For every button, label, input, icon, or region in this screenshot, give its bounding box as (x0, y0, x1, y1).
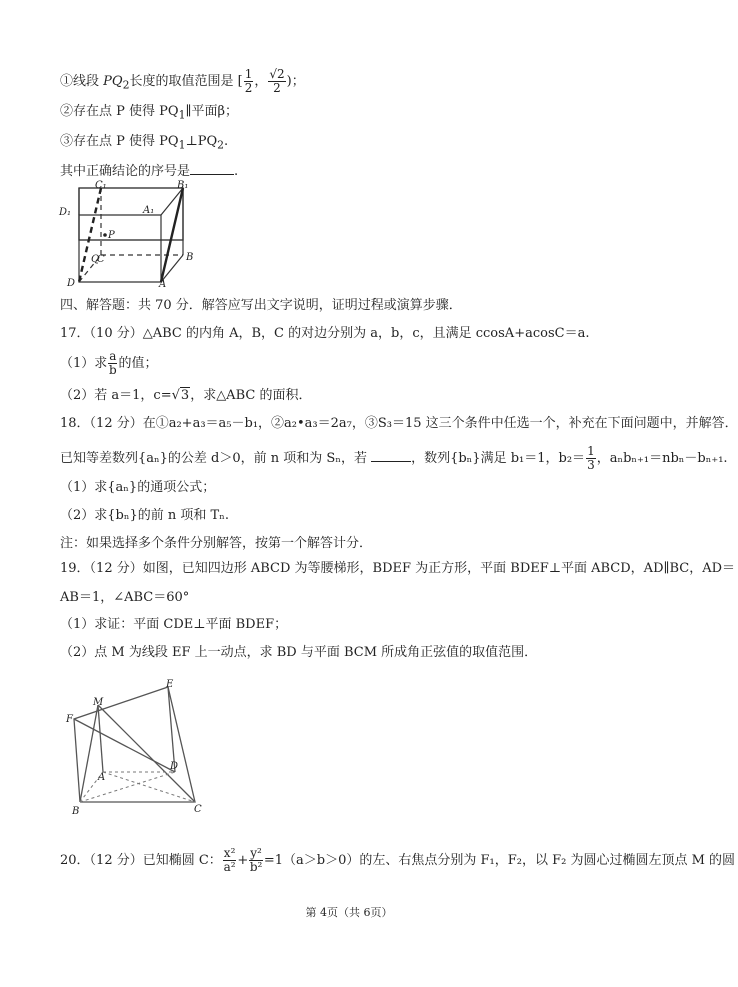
q19-stem-2: AB＝1，∠ABC＝60° (60, 590, 190, 605)
answer-blank (190, 161, 234, 175)
label-d: D (67, 278, 76, 289)
label-a: A (159, 279, 167, 290)
diagonal-c1d (79, 188, 101, 282)
label-m: M (93, 697, 104, 708)
option-3: ③存在点 P 使得 $PQ_1\perp PQ_2$. (60, 134, 229, 152)
label-q: Q (91, 254, 100, 265)
label-a1: A₁ (143, 205, 155, 216)
label-p: P (108, 230, 115, 241)
q17-stem: 17．（10 分）△ABC 的内角 A，B，C 的对边分别为 a，b，c，且满足 ccosA+acosC＝a. (60, 326, 590, 341)
cube-back-face (79, 188, 183, 240)
cube-front-face (79, 215, 161, 282)
option-1: ①线段 $PQ_2$长度的取值范围是 [ $\frac{1}{2}$ ， $\frac{√2}{2}$ )； (60, 67, 305, 95)
section-heading: 四、解答题：共 70 分．解答应写出文字说明，证明过程或演算步骤． (60, 298, 462, 313)
label-e: E (166, 679, 174, 690)
trapezoid-square-figure (60, 677, 210, 822)
q18-line2: 已知等差数列{aₙ}的公差 d＞0，前 n 项和为 Sₙ，若 ，数列{bₙ}满足 b₁＝1，b₂＝ $\frac{1}{3}$ ，aₙbₙ₊₁＝nbₙ－bₙ₊₁. (60, 444, 728, 472)
point-p (103, 233, 107, 237)
conclusion-line: 其中正确结论的序号是 . (60, 161, 238, 181)
q19-stem-1: 19．（12 分）如图，已知四边形 ABCD 为等腰梯形，BDEF 为正方形，平面 BDEF⊥平面 ABCD，AD∥BC，AD＝ (60, 561, 736, 576)
q18-note: 注：如果选择多个条件分别解答，按第一个解答计分． (60, 536, 373, 551)
label-d2: D (170, 761, 179, 772)
label-c2: C (194, 804, 202, 815)
q18-part2: （2）求{bₙ}的前 n 项和 Tₙ. (60, 508, 229, 523)
q19-part1: （1）求证：平面 CDE⊥平面 BDEF； (60, 617, 288, 632)
q19-part2: （2）点 M 为线段 EF 上一动点，求 BD 与平面 BCM 所成角正弦值的取值范围． (60, 645, 538, 660)
q18-part1: （1）求{aₙ}的通项公式； (60, 480, 216, 495)
label-b: B (186, 252, 194, 263)
label-c1: C₁ (95, 180, 107, 191)
q17-part2: （2）若 a＝1，c=√3，求△ABC 的面积． (60, 388, 312, 403)
label-c: C (97, 254, 105, 265)
fraction-root2-half: $\frac{√2}{2}$ (269, 67, 285, 95)
q17-part1: （1）求 $\frac{a}{b}$ 的值； (60, 349, 158, 377)
q20-stem: 20．（12 分）已知椭圆 C： $\frac{\text{x²}}{\text{a²}}$ + $\frac{\text{y²}}{\text{b²}}$ =1（a＞b＞0）的左、右焦点分别为 F₁，F₂，以 F₂ 为圆心过椭圆左顶点 M 的圆 (60, 846, 736, 874)
label-f: F (66, 714, 73, 725)
label-d1: D₁ (59, 207, 72, 218)
q18-blank (371, 448, 411, 462)
label-a2: A (98, 772, 106, 783)
cube-figure (55, 180, 195, 288)
fraction-half: $\frac{1}{2}$ (244, 67, 253, 95)
option-2: ②存在点 P 使得 $PQ_1\parallel$平面β； (60, 104, 238, 122)
q18-stem: 18．（12 分）在①a₂+a₃＝a₅－b₁，②a₂•a₃＝2a₇，③S₃＝15 这三个条件中任选一个，补充在下面问题中，并解答． (60, 416, 738, 431)
page-footer: 第 4页（共 6页） (305, 906, 393, 919)
label-b2: B (72, 806, 80, 817)
label-b1: B₁ (177, 180, 189, 191)
